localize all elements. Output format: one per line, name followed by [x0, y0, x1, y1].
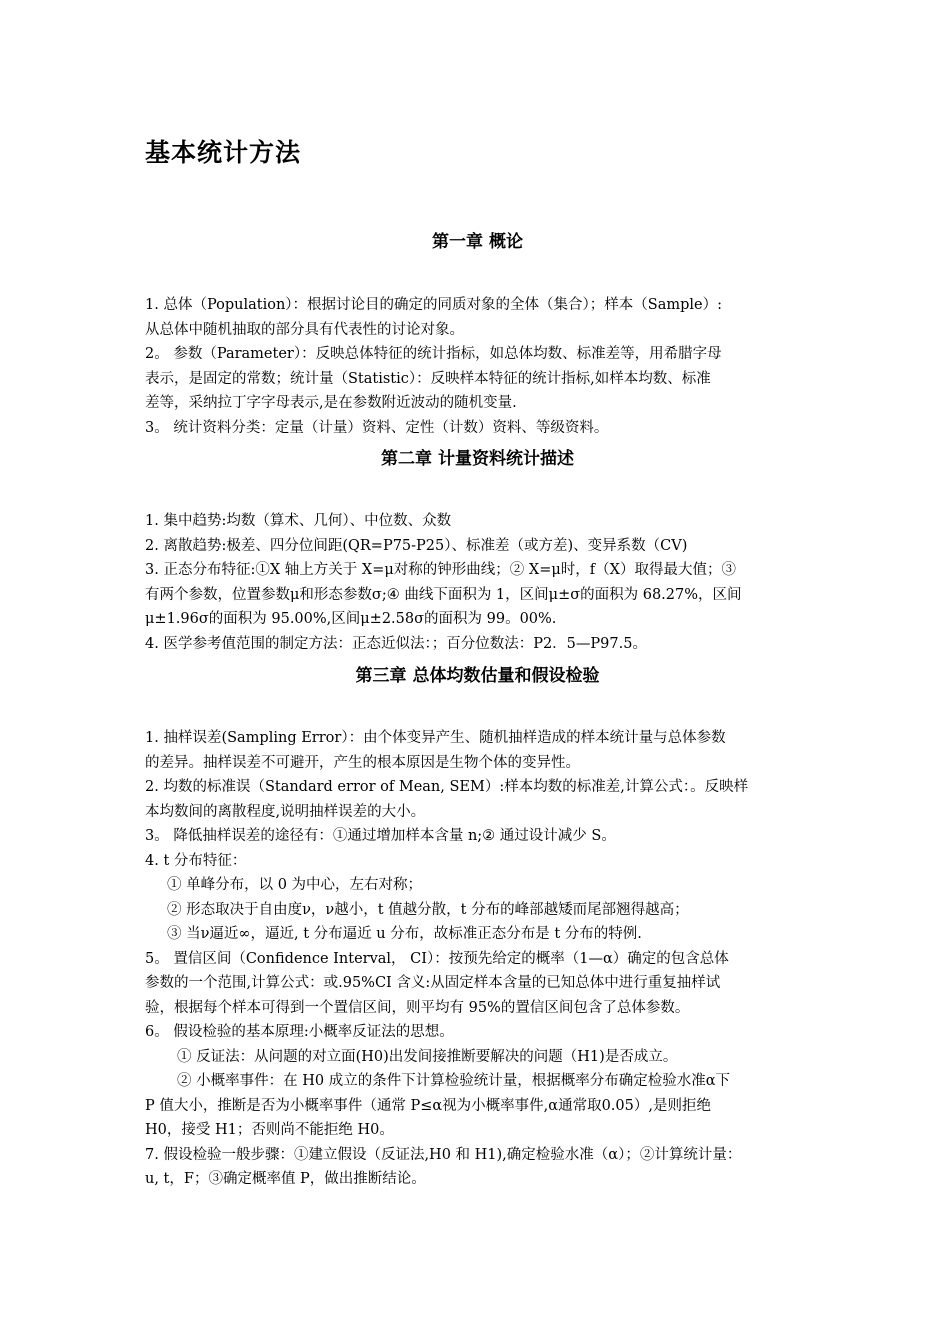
- text-line: 3。 统计资料分类：定量（计量）资料、定性（计数）资料、等级资料。: [145, 419, 609, 436]
- text-line: 1. 集中趋势:均数（算术、几何）、中位数、众数: [145, 513, 452, 529]
- text-line: 2. 均数的标准误（Standard error of Mean, SEM）:样本均数的标准差,计算公式：。反映样: [145, 779, 749, 795]
- chapter-1-body: [145, 293, 810, 440]
- document-title: 基本统计方法: [145, 138, 302, 167]
- text-line: 参数的一个范围,计算公式：或.95%CI 含义:从固定样本含量的已知总体中进行重复抽样试: [145, 975, 721, 991]
- text-line: 3. 正态分布特征:①X 轴上方关于 X=μ对称的钟形曲线；② X=μ时，f（X）取得最大值；③: [145, 562, 736, 578]
- chapter-2-body: [145, 509, 810, 656]
- text-line: 2。 参数（Parameter）：反映总体特征的统计指标，如总体均数、标准差等，用希腊字母: [145, 346, 722, 362]
- text-line: ② 形态取决于自由度ν，ν越小，t 值越分散，t 分布的峰部越矮而尾部翘得越高；: [167, 901, 689, 918]
- text-line: 2. 离散趋势:极差、四分位间距(QR=P75-P25）、标准差（或方差)、变异系数（CV): [145, 537, 688, 554]
- text-line: 从总体中随机抽取的部分具有代表性的讨论对象。: [145, 321, 464, 338]
- text-line: H0，接受 H1；否则尚不能拒绝 H0。: [145, 1122, 394, 1138]
- text-line: 1. 总体（Population）：根据讨论目的确定的同质对象的全体（集合）；样本（Sample）:: [145, 297, 722, 313]
- text-line: 6。 假设检验的基本原理:小概率反证法的思想。: [145, 1024, 454, 1040]
- chapter-1-heading: 第一章 概论: [432, 232, 523, 252]
- chapter-3-heading: 第三章 总体均数估量和假设检验: [355, 666, 600, 686]
- text-line: P 值大小，推断是否为小概率事件（通常 P≤α视为小概率事件,α通常取0.05）,是则拒绝: [145, 1097, 711, 1114]
- text-line: ② 小概率事件：在 H0 成立的条件下计算检验统计量，根据概率分布确定检验水准α下: [177, 1073, 730, 1089]
- text-line: 表示，是固定的常数；统计量（Statistic）：反映样本特征的统计指标,如样本均数、标准: [145, 370, 711, 387]
- text-line: 5。 置信区间（Confidence Interval， CI）：按预先给定的概率（1—α）确定的包含总体: [145, 950, 729, 967]
- text-line: 1. 抽样误差(Sampling Error）：由个体变异产生、随机抽样造成的样本统计量与总体参数: [145, 730, 726, 746]
- text-line: ① 反证法：从问题的对立面(H0)出发间接推断要解决的问题（H1)是否成立。: [177, 1048, 678, 1065]
- text-line: 7. 假设检验一般步骤：①建立假设（反证法,H0 和 H1),确定检验水准（α）；②计算统计量：: [145, 1146, 742, 1163]
- text-line: 验，根据每个样本可得到一个置信区间，则平均有 95%的置信区间包含了总体参数。: [145, 999, 690, 1016]
- text-line: 4. 医学参考值范围的制定方法：正态近似法：；百分位数法：P2．5—P97.5。: [145, 635, 647, 652]
- text-line: 差等，采纳拉丁字字母表示,是在参数附近波动的随机变量.: [145, 395, 517, 411]
- text-line: 有两个参数，位置参数μ和形态参数σ;④ 曲线下面积为 1，区间μ±σ的面积为 68.27%，区间: [145, 586, 742, 603]
- text-line: μ±1.96σ的面积为 95.00%,区间μ±2.58σ的面积为 99。00%.: [145, 611, 557, 627]
- text-line: ③ 当ν逼近∞，逼近, t 分布逼近 u 分布，故标准正态分布是 t 分布的特例.: [167, 926, 642, 942]
- chapter-3-body: [145, 726, 810, 1192]
- text-line: 的差异。抽样误差不可避开，产生的根本原因是生物个体的变异性。: [145, 754, 580, 771]
- text-line: 3。 降低抽样误差的途径有：①通过增加样本含量 n;② 通过设计减少 S。: [145, 828, 616, 844]
- text-line: 4. t 分布特征：: [145, 852, 247, 869]
- text-line: 本均数间的离散程度,说明抽样误差的大小。: [145, 803, 426, 820]
- chapter-2-heading: 第二章 计量资料统计描述: [381, 449, 574, 469]
- text-line: u, t，F；③确定概率值 P，做出推断结论。: [145, 1171, 426, 1187]
- text-line: ① 单峰分布，以 0 为中心，左右对称；: [167, 877, 423, 893]
